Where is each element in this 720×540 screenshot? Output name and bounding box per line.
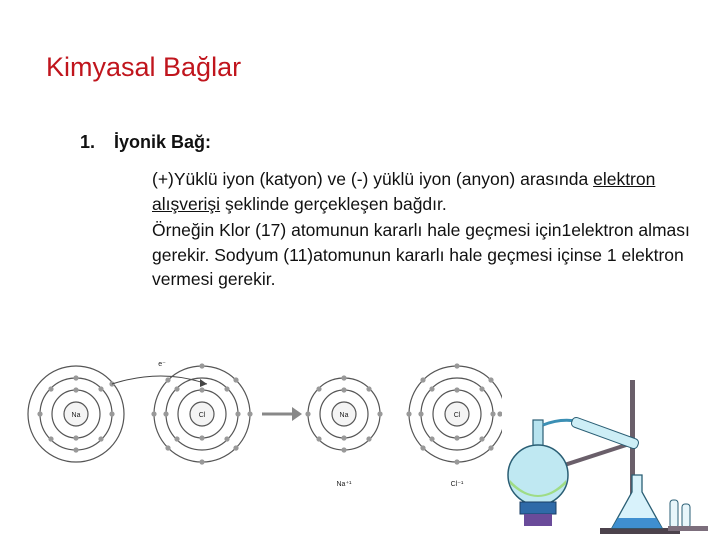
cl-ion-center-label: Cl bbox=[453, 412, 461, 419]
reaction-arrow bbox=[262, 407, 302, 421]
electron-transfer-arrow bbox=[112, 361, 207, 387]
sodium-atom bbox=[28, 366, 124, 462]
definition-paragraph bbox=[152, 167, 700, 216]
chlorine-atom bbox=[151, 363, 252, 464]
section-heading bbox=[80, 132, 211, 153]
definition-part2: şeklinde gerçekleşen bağdır. bbox=[220, 193, 447, 214]
conical-flask-icon bbox=[612, 475, 662, 528]
na-ion-label: Na⁺¹ bbox=[336, 481, 352, 488]
slide-title: Kimyasal Bağlar bbox=[46, 52, 242, 82]
ionic-bond-diagram bbox=[22, 354, 502, 504]
condenser-icon bbox=[570, 416, 639, 449]
sodium-ion bbox=[305, 375, 382, 488]
lab-equipment-clipart bbox=[500, 380, 715, 540]
na-ion-center-label: Na bbox=[339, 412, 349, 419]
example-paragraph: Örneğin Klor (17) atomunun kararlı hale geçmesi için1elektron alması gerekir. Sodyum (11)atomunun kararlı hale geçmesi içinse 1 elektron vermesi gerekir. bbox=[152, 220, 690, 289]
section-heading-text: İyonik Bağ: bbox=[114, 132, 212, 152]
cl-ion-label: Cl⁻¹ bbox=[450, 481, 464, 488]
cl-label: Cl bbox=[198, 412, 206, 419]
definition-underlined: elektron alışverişi bbox=[152, 169, 656, 214]
electron-label: e⁻ bbox=[158, 361, 166, 368]
test-tube-icon bbox=[668, 500, 708, 531]
round-flask-icon bbox=[508, 420, 568, 526]
na-label: Na bbox=[71, 412, 81, 419]
section-number: 1. bbox=[80, 132, 96, 152]
chloride-ion bbox=[406, 363, 502, 488]
body-text bbox=[152, 167, 700, 292]
definition-part1: (+)Yüklü iyon (katyon) ve (-) yüklü iyon (anyon) arasında bbox=[152, 169, 594, 189]
